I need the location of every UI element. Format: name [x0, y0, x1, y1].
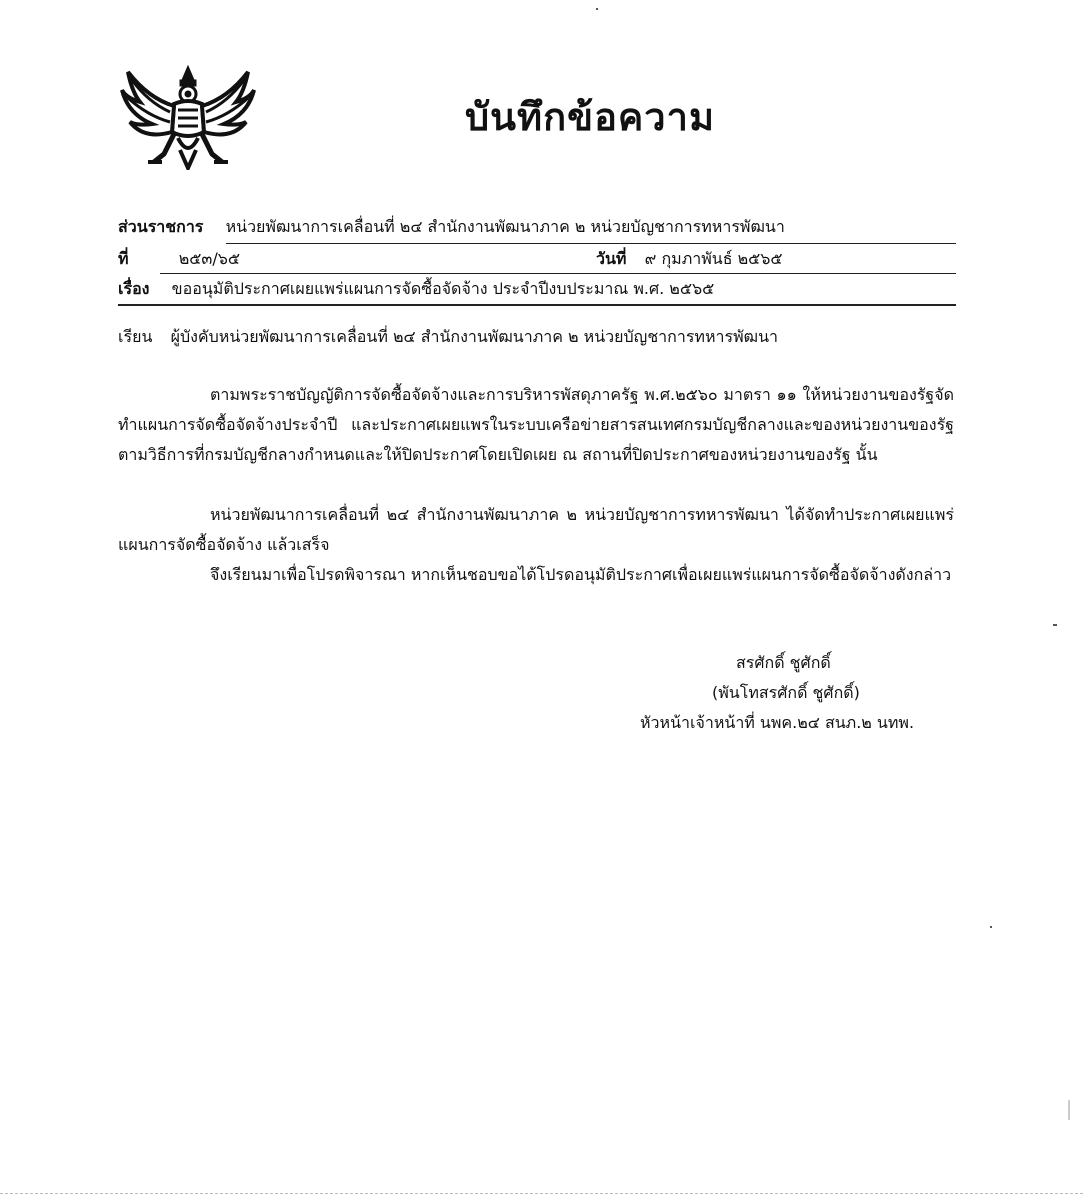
garuda-emblem-icon: [118, 58, 258, 170]
ref-label: ที่: [118, 249, 129, 268]
ref-underline: [160, 273, 956, 274]
body-paragraph-3: จึงเรียนมาเพื่อโปรดพิจารณา หากเห็นชอบขอได้โปรดอนุมัติประกาศเพื่อเผยแพร่แผนการจัดซื้อจัดจ้างดังกล่าว: [210, 565, 952, 584]
date-row: [596, 248, 782, 270]
body-paragraph-1: ตามพระราชบัญญัติการจัดซื้อจัดจ้างและการบริหารพัสดุภาครัฐ พ.ศ.๒๕๖๐ มาตรา ๑๑ ให้หน่วยงานของรัฐจัดทำแผนการจัดซื้อจัดจ้างประจำปี และประกาศเผยแพรในระบบเครือข่ายสารสนเทศกรมบัญชีกลางและของหน่วยงานของรัฐตามวิธีการที่กรมบัญชีกลางกำหนดและให้ปิดประกาศโดยเปิดเผย ณ สถานที่ปิดประกาศของหน่วยงานของรัฐ นั้น: [118, 385, 954, 464]
date-value: ๙ กุมภาพันธ์ ๒๕๖๕: [644, 249, 783, 268]
subject-underline: [118, 304, 956, 306]
date-label: วันที่: [596, 249, 627, 268]
agency-row: [118, 216, 785, 238]
subject-value: ขออนุมัติประกาศเผยแพร่แผนการจัดซื้อจัดจ้าง ประจำปีงบประมาณ พ.ศ. ๒๕๖๕: [171, 279, 715, 298]
subject-label: เรื่อง: [118, 279, 150, 298]
subject-row: [118, 278, 714, 300]
to-value: ผู้บังคับหน่วยพัฒนาการเคลื่อนที่ ๒๔ สำนักงานพัฒนาภาค ๒ หน่วยบัญชาการทหารพัฒนา: [170, 327, 779, 346]
ref-value: ๒๕๓/๖๕: [178, 249, 240, 268]
agency-label: ส่วนราชการ: [118, 217, 204, 236]
body-paragraph-2: หน่วยพัฒนาการเคลื่อนที่ ๒๔ สำนักงานพัฒนาภาค ๒ หน่วยบัญชาการทหารพัฒนา ได้จัดทำประกาศเผยแพร่แผนการจัดซื้อจัดจ้าง แล้วเสร็จ: [118, 505, 954, 554]
signature-full-name: (พันโทสรศักดิ์ ชูศักดิ์): [712, 683, 860, 702]
scan-edge: [0, 1193, 1083, 1194]
page-title: บันทึกข้อความ: [464, 95, 716, 139]
ref-row: [118, 248, 240, 270]
signature-position: หัวหน้าเจ้าหน้าที่ นพค.๒๔ สนภ.๒ นทพ.: [640, 713, 915, 732]
signature-handwritten-name: สรศักดิ์ ชูศักดิ์: [736, 653, 831, 672]
to-label: เรียน: [118, 327, 153, 346]
scan-speck: [990, 926, 992, 928]
to-row: [118, 326, 778, 348]
agency-value: หน่วยพัฒนาการเคลื่อนที่ ๒๔ สำนักงานพัฒนาภาค ๒ หน่วยบัญชาการทหารพัฒนา: [225, 217, 785, 236]
agency-underline: [226, 243, 956, 244]
scan-speck: [1068, 1100, 1070, 1120]
scan-speck: [1053, 624, 1057, 626]
scan-speck: [596, 8, 598, 10]
